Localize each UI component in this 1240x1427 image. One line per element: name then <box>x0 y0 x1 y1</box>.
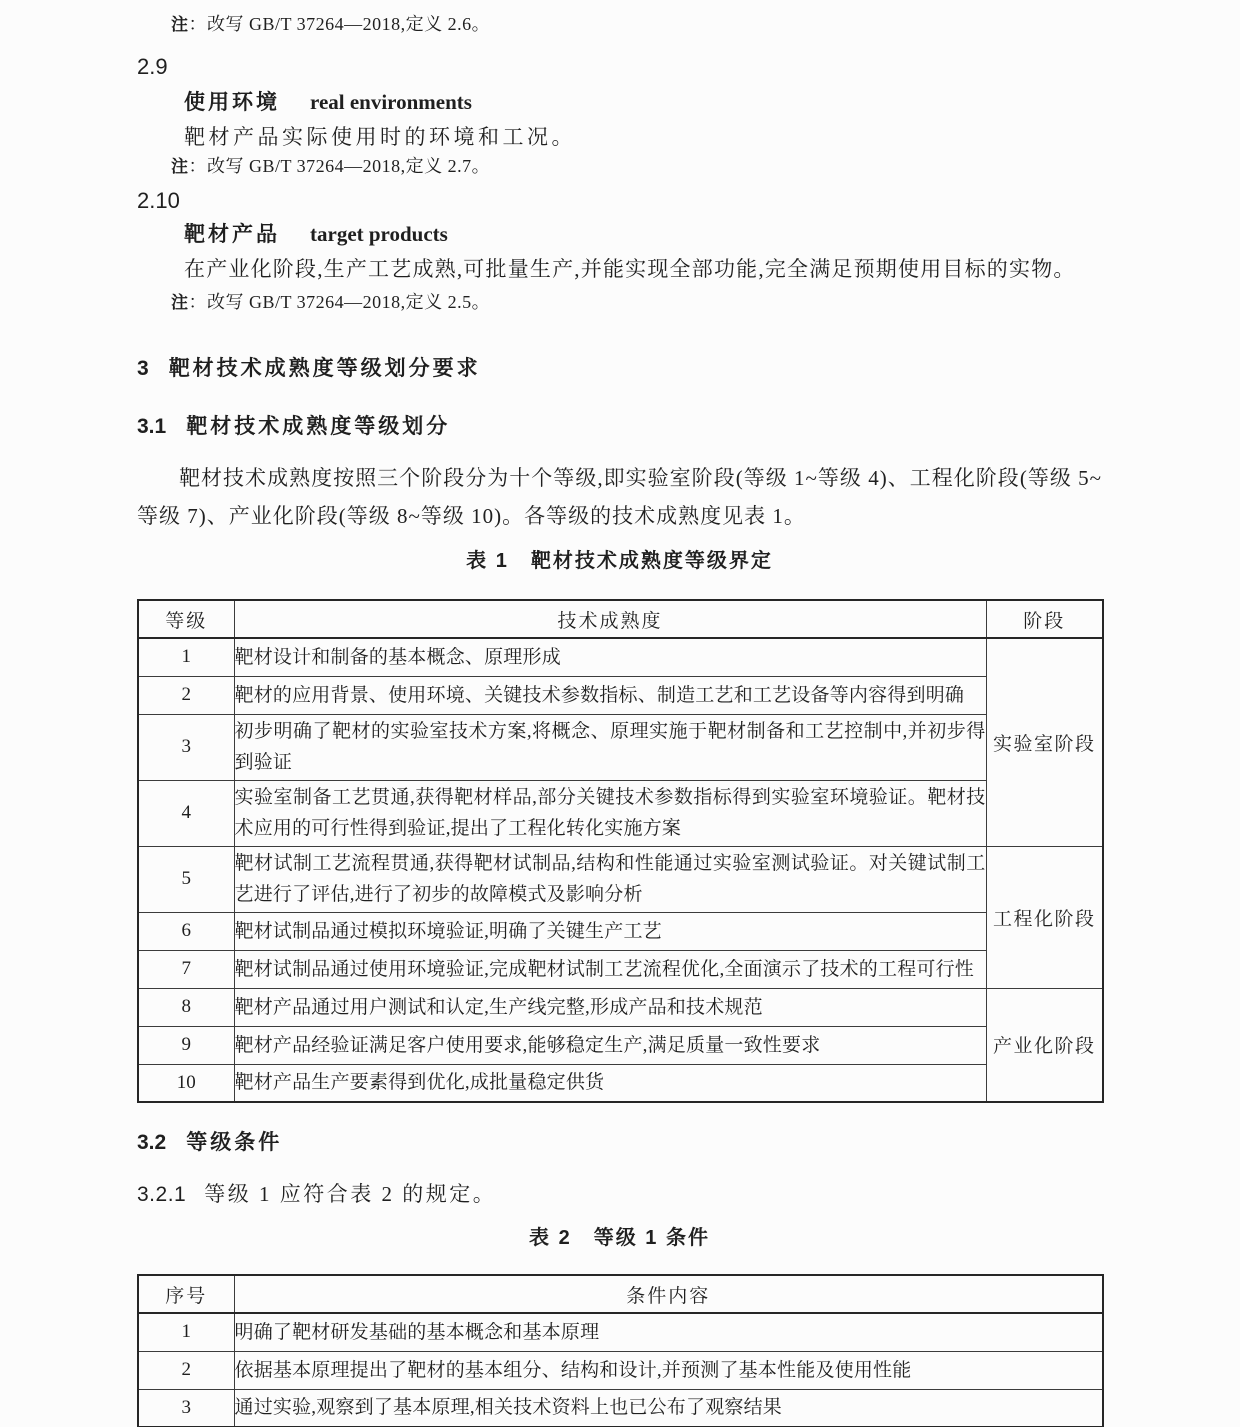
term-line-2-9 <box>184 87 1102 120</box>
desc-cell: 靶材试制工艺流程贯通,获得靶材试制品,结构和性能通过实验室测试验证。对关键试制工艺进行了评估,进行了初步的故障模式及影响分析 <box>234 846 986 912</box>
level-cell: 7 <box>138 950 234 988</box>
note-label: 注 <box>171 293 189 312</box>
table-row <box>138 714 1103 780</box>
definition-2-9: 靶材产品实际使用时的环境和工况。 <box>184 125 576 149</box>
level-cell: 3 <box>138 714 234 780</box>
table-trl-levels <box>137 599 1104 1103</box>
table-row <box>138 950 1103 988</box>
page-content <box>137 12 1102 1427</box>
section-number: 3.2 <box>137 1131 167 1154</box>
clause-number: 3.2.1 <box>137 1183 187 1206</box>
table-row <box>138 988 1103 1026</box>
note-label: 注 <box>171 157 189 176</box>
note-definition-2-6 <box>171 12 1102 37</box>
term-zh: 使用环境 <box>184 91 280 114</box>
table-row <box>138 1313 1103 1351</box>
section-number: 3.1 <box>137 415 167 438</box>
level-cell: 5 <box>138 846 234 912</box>
table-row <box>138 1064 1103 1102</box>
no-cell: 3 <box>138 1389 234 1427</box>
table-row <box>138 676 1103 714</box>
table-row <box>138 1351 1103 1389</box>
table-level1-conditions <box>137 1274 1104 1427</box>
section-3-1-paragraph: 靶材技术成熟度按照三个阶段分为十个等级,即实验室阶段(等级 1~等级 4)、工程化阶段(等级 5~等级 7)、产业化阶段(等级 8~等级 10)。各等级的技术成熟度见表 1。 <box>137 466 1102 528</box>
note-text: ：改写 GB/T 37264—2018,定义 2.6。 <box>188 14 491 34</box>
col-header-no: 序号 <box>138 1275 234 1313</box>
level-cell: 9 <box>138 1026 234 1064</box>
table-header-row <box>138 600 1103 638</box>
stage-cell: 实验室阶段 <box>986 638 1103 846</box>
table-header-row <box>138 1275 1103 1313</box>
desc-cell: 靶材产品通过用户测试和认定,生产线完整,形成产品和技术规范 <box>234 988 986 1026</box>
condition-cell: 通过实验,观察到了基本原理,相关技术资料上也已公布了观察结果 <box>234 1389 1103 1427</box>
table-row <box>138 1389 1103 1427</box>
no-cell: 1 <box>138 1313 234 1351</box>
section-3-2-heading <box>137 1129 1102 1157</box>
desc-cell: 初步明确了靶材的实验室技术方案,将概念、原理实施于靶材制备和工艺控制中,并初步得到验证 <box>234 714 986 780</box>
desc-cell: 靶材设计和制备的基本概念、原理形成 <box>234 638 986 676</box>
col-header-condition: 条件内容 <box>234 1275 1103 1313</box>
term-en: target products <box>310 222 448 246</box>
col-header-level: 等级 <box>138 600 234 638</box>
section-title: 靶材技术成熟度等级划分要求 <box>168 357 481 380</box>
section-number: 3 <box>137 357 149 380</box>
section-title: 靶材技术成熟度等级划分 <box>186 415 451 438</box>
note-label: 注 <box>171 15 189 34</box>
note-text: ：改写 GB/T 37264—2018,定义 2.5。 <box>188 292 491 312</box>
term-line-2-10 <box>184 219 1102 252</box>
table-2-caption: 表 2 等级 1 条件 <box>529 1227 710 1249</box>
table-row <box>138 780 1103 846</box>
desc-cell: 靶材试制品通过使用环境验证,完成靶材试制工艺流程优化,全面演示了技术的工程可行性 <box>234 950 986 988</box>
section-3-heading <box>137 355 1102 383</box>
condition-cell: 依据基本原理提出了靶材的基本组分、结构和设计,并预测了基本性能及使用性能 <box>234 1351 1103 1389</box>
level-cell: 1 <box>138 638 234 676</box>
section-3-1-heading <box>137 413 1102 441</box>
term-zh: 靶材产品 <box>184 223 280 246</box>
no-cell: 2 <box>138 1351 234 1389</box>
note-definition-2-5 <box>171 290 1102 315</box>
table-row <box>138 1026 1103 1064</box>
desc-cell: 靶材产品生产要素得到优化,成批量稳定供货 <box>234 1064 986 1102</box>
desc-cell: 靶材的应用背景、使用环境、关键技术参数指标、制造工艺和工艺设备等内容得到明确 <box>234 676 986 714</box>
level-cell: 4 <box>138 780 234 846</box>
col-header-stage: 阶段 <box>986 600 1103 638</box>
level-cell: 6 <box>138 912 234 950</box>
condition-cell: 明确了靶材研发基础的基本概念和基本原理 <box>234 1313 1103 1351</box>
section-title: 等级条件 <box>186 1131 283 1154</box>
desc-cell: 靶材试制品通过模拟环境验证,明确了关键生产工艺 <box>234 912 986 950</box>
clause-number-2-9: 2.9 <box>137 54 168 79</box>
term-en: real environments <box>310 90 472 114</box>
level-cell: 2 <box>138 676 234 714</box>
desc-cell: 实验室制备工艺贯通,获得靶材样品,部分关键技术参数指标得到实验室环境验证。靶材技术应用的可行性得到验证,提出了工程化转化实施方案 <box>234 780 986 846</box>
table-1-caption: 表 1 靶材技术成熟度等级界定 <box>466 550 773 572</box>
definition-2-10: 在产业化阶段,生产工艺成熟,可批量生产,并能实现全部功能,完全满足预期使用目标的实物。 <box>184 257 1076 281</box>
col-header-maturity: 技术成熟度 <box>234 600 986 638</box>
table-row <box>138 638 1103 676</box>
level-cell: 10 <box>138 1064 234 1102</box>
note-definition-2-7 <box>171 154 1102 179</box>
table-row <box>138 912 1103 950</box>
stage-cell: 工程化阶段 <box>986 846 1103 988</box>
table-row <box>138 846 1103 912</box>
clause-number-2-10: 2.10 <box>137 188 180 213</box>
desc-cell: 靶材产品经验证满足客户使用要求,能够稳定生产,满足质量一致性要求 <box>234 1026 986 1064</box>
clause-3-2-1 <box>137 1179 1102 1210</box>
level-cell: 8 <box>138 988 234 1026</box>
clause-text: 等级 1 应符合表 2 的规定。 <box>204 1182 497 1206</box>
note-text: ：改写 GB/T 37264—2018,定义 2.7。 <box>188 156 491 176</box>
stage-cell: 产业化阶段 <box>986 988 1103 1102</box>
